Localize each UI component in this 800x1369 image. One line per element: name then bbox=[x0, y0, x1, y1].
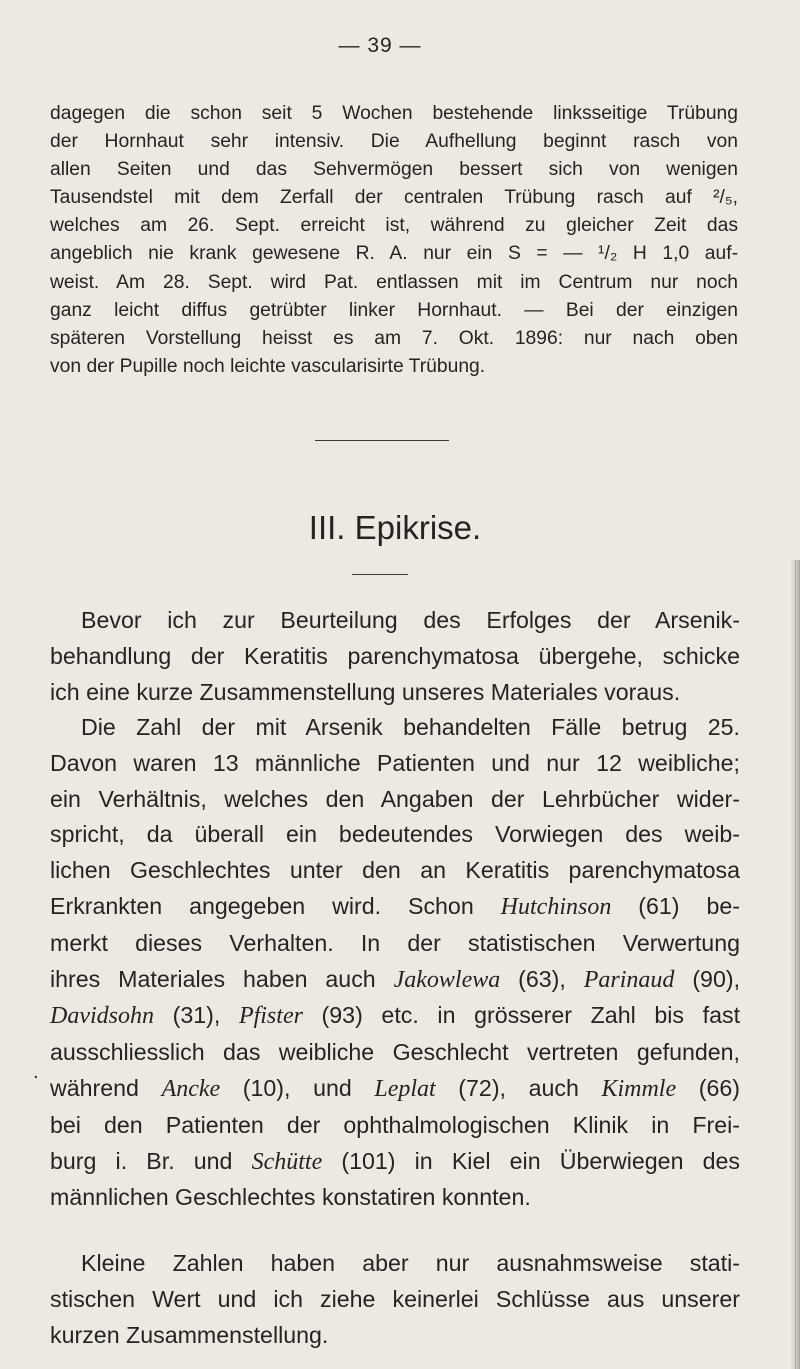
separator-rule-short bbox=[352, 574, 408, 575]
text-line: merkt dieses Verhalten. In der statistischen Verwertung bbox=[50, 929, 740, 956]
text-line: Kleine Zahlen haben aber nur ausnahmsweise stati- bbox=[81, 1250, 740, 1276]
page-edge-line bbox=[795, 560, 796, 1369]
section-heading: III. Epikrise. bbox=[308, 509, 482, 546]
text-line: dagegen die schon seit 5 Wochen bestehende linksseitige Trübung bbox=[50, 103, 738, 124]
author-name: Jakowlewa bbox=[393, 966, 501, 993]
text-line: der Hornhaut sehr intensiv. Die Aufhellung beginnt rasch von bbox=[50, 131, 738, 153]
text-run: (63), bbox=[500, 965, 584, 992]
author-name: Ancke bbox=[161, 1075, 221, 1102]
text-line: Davon waren 13 männliche Patienten und nur 12 weibliche; bbox=[50, 749, 740, 776]
author-name: Parinaud bbox=[583, 966, 675, 993]
text-line: Tausendstel mit dem Zerfall der centralen Trübung rasch auf ²/₅, bbox=[50, 187, 738, 209]
text-run: (31), bbox=[154, 1002, 239, 1029]
paragraph-intro-epikrise bbox=[50, 603, 740, 710]
text-line: Die Zahl der mit Arsenik behandelten Fälle betrug 25. bbox=[81, 714, 740, 740]
text-line: spricht, da überall ein bedeutendes Vorwiegen des weib- bbox=[50, 821, 740, 848]
text-run: (90), bbox=[674, 965, 741, 992]
intro-paragraph bbox=[50, 100, 738, 381]
author-name: Hutchinson bbox=[500, 893, 612, 920]
text-line: stischen Wert und ich ziehe keinerlei Schlüsse aus unserer bbox=[50, 1285, 740, 1312]
text-line bbox=[50, 962, 740, 999]
text-run: (61) be- bbox=[611, 892, 740, 919]
text-line: ein Verhältnis, welches den Angaben der Lehrbücher wider- bbox=[50, 785, 740, 812]
text-line: welches am 26. Sept. erreicht ist, während zu gleicher Zeit das bbox=[50, 215, 738, 237]
text-run: (72), auch bbox=[435, 1074, 602, 1101]
author-name: Davidsohn bbox=[50, 1003, 154, 1030]
text-run: ihres Materiales haben auch bbox=[50, 965, 394, 992]
text-run: burg i. Br. und bbox=[50, 1147, 252, 1174]
text-line: angeblich nie krank gewesene R. A. nur ein S = — ¹/₂ H 1,0 auf- bbox=[50, 243, 738, 265]
text-line bbox=[50, 889, 740, 926]
stray-mark: . bbox=[33, 1061, 39, 1083]
text-run: während bbox=[50, 1074, 162, 1101]
text-line: bei den Patienten der ophthalmologischen Klinik in Frei- bbox=[50, 1111, 740, 1138]
text-line: weist. Am 28. Sept. wird Pat. entlassen mit im Centrum nur noch bbox=[50, 271, 738, 293]
text-line: behandlung der Keratitis parenchymatosa übergehe, schicke bbox=[50, 642, 740, 669]
paragraph-statistics bbox=[50, 710, 740, 1216]
author-name: Schütte bbox=[251, 1148, 323, 1175]
author-name: Leplat bbox=[374, 1075, 436, 1102]
text-line: ausschliesslich das weibliche Geschlecht vertreten gefunden, bbox=[50, 1039, 740, 1066]
separator-rule-long bbox=[315, 440, 449, 441]
text-line: ich eine kurze Zusammenstellung unseres Materiales voraus. bbox=[50, 678, 681, 705]
paragraph-conclusion bbox=[50, 1246, 740, 1353]
text-line: lichen Geschlechtes unter den an Keratitis parenchymatosa bbox=[50, 857, 740, 884]
text-line: kurzen Zusammenstellung. bbox=[50, 1321, 329, 1348]
author-name: Pfister bbox=[238, 1003, 303, 1030]
text-run: Erkrankten angegeben wird. Schon bbox=[50, 892, 501, 919]
text-line: allen Seiten und das Sehvermögen bessert sich von wenigen bbox=[50, 159, 738, 181]
text-run: (66) bbox=[676, 1074, 740, 1101]
text-line bbox=[50, 1071, 740, 1108]
text-line: ganz leicht diffus getrübter linker Hornhaut. — Bei der einzigen bbox=[50, 299, 738, 321]
page-number: — 39 — bbox=[338, 34, 422, 57]
text-run: (10), und bbox=[220, 1074, 375, 1101]
text-line: männlichen Geschlechtes konstatiren konnten. bbox=[50, 1184, 531, 1211]
text-line: späteren Vorstellung heisst es am 7. Okt. 1896: nur nach oben bbox=[50, 327, 738, 349]
text-line bbox=[50, 998, 740, 1035]
text-run: (93) etc. in grösserer Zahl bis fast bbox=[302, 1002, 741, 1029]
text-line: von der Pupille noch leichte vascularisirte Trübung. bbox=[50, 355, 486, 377]
text-line bbox=[50, 1144, 740, 1181]
text-line: Bevor ich zur Beurteilung des Erfolges der Arsenik- bbox=[81, 607, 740, 633]
text-run: (101) in Kiel ein Überwiegen des bbox=[322, 1147, 740, 1174]
author-name: Kimmle bbox=[601, 1075, 677, 1102]
